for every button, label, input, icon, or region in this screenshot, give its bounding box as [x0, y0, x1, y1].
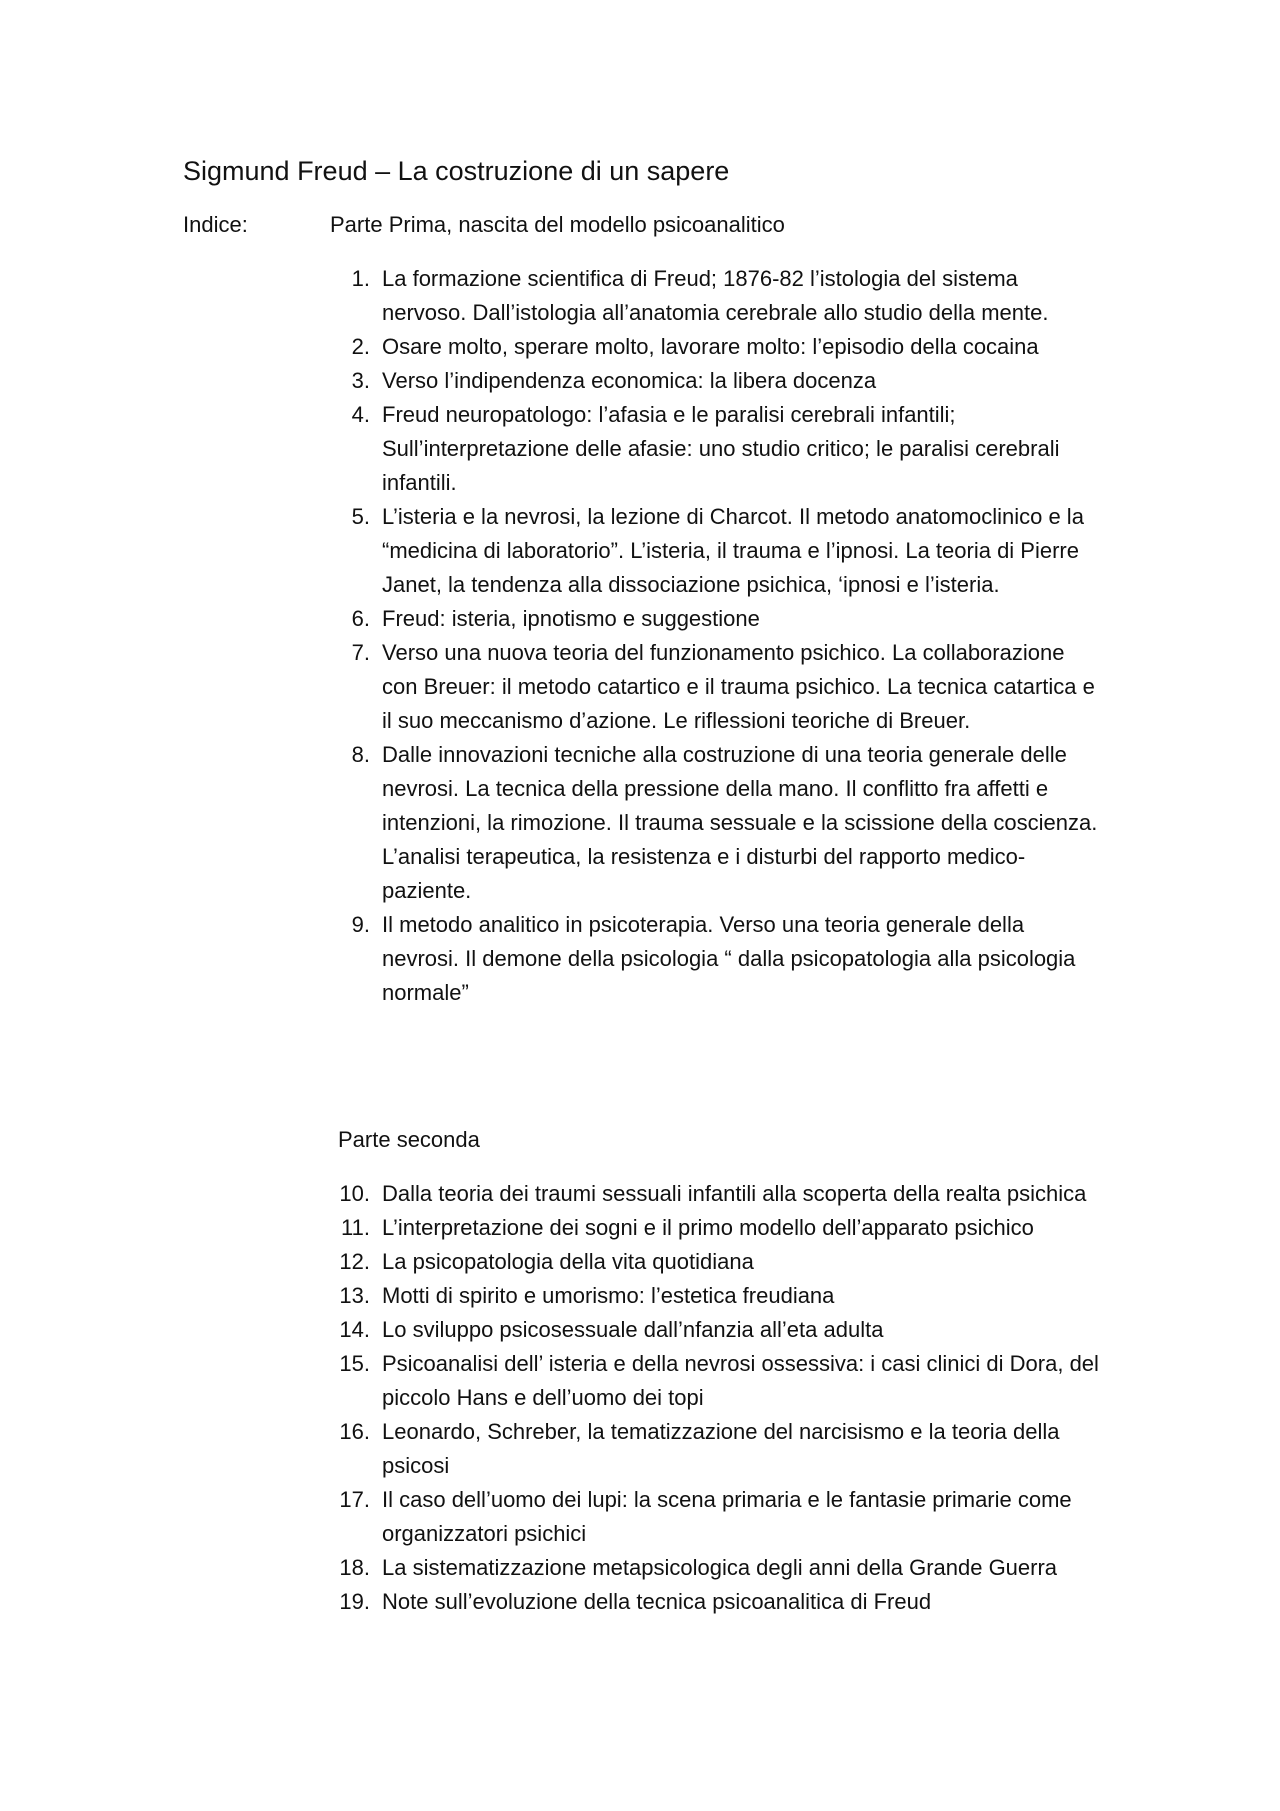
toc-item-text: La sistematizzazione metapsicologica degli anni della Grande Guerra: [382, 1555, 1058, 1580]
toc-item-number: 6.: [351, 606, 370, 631]
toc-item-text: Verso l’indipendenza economica: la libera docenza: [382, 368, 877, 393]
toc-item: [325, 636, 1105, 738]
toc-item: [325, 1313, 1105, 1347]
toc-item-number: 1.: [351, 266, 370, 291]
toc-item-number: 7.: [351, 640, 370, 665]
toc-item-text: Osare molto, sperare molto, lavorare molto: l’episodio della cocaina: [382, 334, 1039, 359]
toc-item-text: Psicoanalisi dell’ isteria e della nevrosi ossessiva: i casi clinici di Dora, del piccolo Hans e dell’uomo dei topi: [382, 1351, 1099, 1410]
toc-item: [325, 1245, 1105, 1279]
toc-item-text: Lo sviluppo psicosessuale dall’nfanzia all’eta adulta: [382, 1317, 884, 1342]
index-label: Indice:: [183, 212, 248, 237]
toc-item-number: 8.: [351, 742, 370, 767]
toc-item-text: Motti di spirito e umorismo: l’estetica freudiana: [382, 1283, 835, 1308]
toc-item: [325, 1347, 1105, 1415]
toc-item-number: 16.: [339, 1419, 370, 1444]
part1-list: [325, 262, 1105, 1010]
toc-item-text: Note sull’evoluzione della tecnica psicoanalitica di Freud: [382, 1589, 932, 1614]
toc-item-number: 19.: [339, 1589, 370, 1614]
part1-heading: Parte Prima, nascita del modello psicoanalitico: [330, 212, 785, 237]
toc-item: [325, 1211, 1105, 1245]
document-title: Sigmund Freud – La costruzione di un sapere: [183, 156, 730, 186]
toc-item-number: 12.: [339, 1249, 370, 1274]
toc-item-number: 15.: [339, 1351, 370, 1376]
toc-item: [325, 1551, 1105, 1585]
toc-item: [325, 1483, 1105, 1551]
toc-item: [325, 1177, 1105, 1211]
toc-item-text: Freud: isteria, ipnotismo e suggestione: [382, 606, 760, 631]
toc-item-text: Leonardo, Schreber, la tematizzazione del narcisismo e la teoria della psicosi: [382, 1419, 1060, 1478]
toc-item-number: 14.: [339, 1317, 370, 1342]
toc-item: [325, 364, 1105, 398]
toc-item-text: Dalle innovazioni tecniche alla costruzione di una teoria generale delle nevrosi. La tecnica della pressione della mano. Il conflitto fra affetti e intenzioni, la rimozione. Il trauma sessuale e la scissione della coscienza. L’analisi terapeutica, la resistenza e i disturbi del rapporto medico-paziente.: [382, 742, 1098, 903]
toc-item: [325, 398, 1105, 500]
toc-item-text: Verso una nuova teoria del funzionamento psichico. La collaborazione con Breuer: il metodo catartico e il trauma psichico. La tecnica catartica e il suo meccanismo d’azione. Le riflessioni teoriche di Breuer.: [382, 640, 1095, 733]
toc-item: [325, 738, 1105, 908]
toc-item-text: Freud neuropatologo: l’afasia e le paralisi cerebrali infantili; Sull’interpretazione delle afasie: uno studio critico; le paralisi cerebrali infantili.: [382, 402, 1060, 495]
toc-item-text: L’isteria e la nevrosi, la lezione di Charcot. Il metodo anatomoclinico e la “medicina di laboratorio”. L’isteria, il trauma e l’ipnosi. La teoria di Pierre Janet, la tendenza alla dissociazione psichica, ‘ipnosi e l’isteria.: [382, 504, 1084, 597]
toc-item-number: 10.: [339, 1181, 370, 1206]
toc-item-number: 4.: [351, 402, 370, 427]
toc-item-text: L’interpretazione dei sogni e il primo modello dell’apparato psichico: [382, 1215, 1034, 1240]
toc-item: [325, 1585, 1105, 1619]
toc-item-number: 2.: [351, 334, 370, 359]
toc-item-number: 11.: [341, 1215, 370, 1240]
toc-item-text: La formazione scientifica di Freud; 1876-82 l’istologia del sistema nervoso. Dall’istologia all’anatomia cerebrale allo studio della mente.: [382, 266, 1049, 325]
toc-item-number: 5.: [351, 504, 370, 529]
toc-item-number: 13.: [339, 1283, 370, 1308]
toc-item-text: Il caso dell’uomo dei lupi: la scena primaria e le fantasie primarie come organizzatori psichici: [382, 1487, 1072, 1546]
part2-list: [325, 1177, 1105, 1619]
toc-item: [325, 908, 1105, 1010]
toc-item: [325, 1279, 1105, 1313]
toc-item-text: Dalla teoria dei traumi sessuali infantili alla scoperta della realta psichica: [382, 1181, 1087, 1206]
toc-item-text: La psicopatologia della vita quotidiana: [382, 1249, 754, 1274]
part2-heading: Parte seconda: [338, 1127, 480, 1152]
toc-item-text: Il metodo analitico in psicoterapia. Verso una teoria generale della nevrosi. Il demone della psicologia “ dalla psicopatologia alla psicologia normale”: [382, 912, 1076, 1005]
toc-item: [325, 500, 1105, 602]
toc-item-number: 17.: [339, 1487, 370, 1512]
toc-item: [325, 602, 1105, 636]
toc-item-number: 9.: [351, 912, 370, 937]
toc-item-number: 3.: [351, 368, 370, 393]
toc-item: [325, 262, 1105, 330]
toc-item-number: 18.: [339, 1555, 370, 1580]
toc-item: [325, 1415, 1105, 1483]
toc-item: [325, 330, 1105, 364]
